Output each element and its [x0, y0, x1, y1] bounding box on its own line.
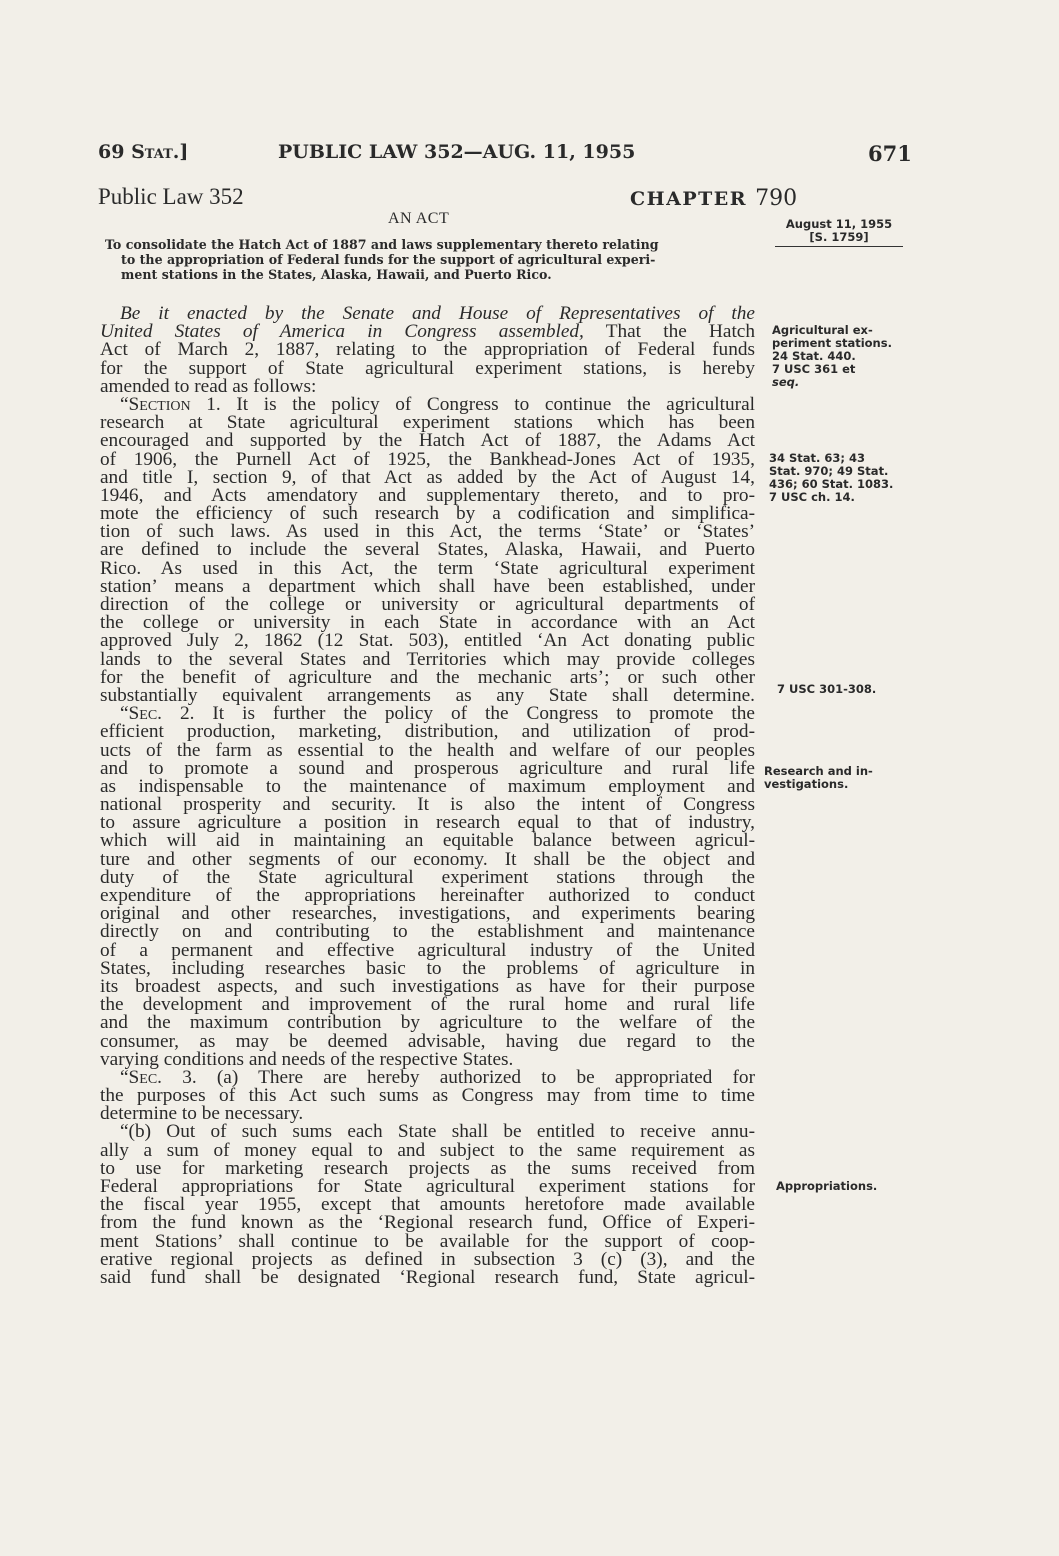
body-line: and the maximum contribution by agriculture to the welfare of the: [100, 1012, 755, 1034]
body-line: station’ means a department which shall have been established, under: [100, 575, 755, 597]
running-head-volume: [98, 141, 188, 163]
section-1-start: “Section 1. It is the policy of Congress to continue the agricultural: [120, 393, 755, 415]
volume-number: 69: [98, 141, 125, 163]
body-line: substantially equivalent arrangements as any State shall determine.: [100, 684, 755, 706]
margin-note-line: [S. 1759]: [809, 230, 869, 244]
section-label: “Section: [120, 393, 191, 415]
chapter-number: 790: [755, 186, 798, 211]
margin-note-appropriations: [776, 1180, 877, 1193]
margin-note-line: periment stations.: [772, 336, 892, 350]
enacting-italic: United States of America in Congress assembled,: [100, 321, 584, 343]
public-law-label: Public Law 352: [98, 184, 244, 209]
body-line: varying conditions and needs of the respective States.: [100, 1048, 514, 1070]
subsection-b-start: “(b) Out of such sums each State shall be entitled to receive annu-: [120, 1121, 755, 1143]
body-line: of 1906, the Purnell Act of 1925, the Bankhead-Jones Act of 1935,: [100, 448, 755, 470]
page-number: 671: [868, 141, 912, 166]
chapter-heading: [630, 186, 797, 211]
body-line: national prosperity and security. It is also the intent of Congress: [100, 794, 755, 816]
body-line: of a permanent and effective agricultural industry of the United: [100, 939, 755, 961]
body-line: encouraged and supported by the Hatch Act of 1887, the Adams Act: [100, 430, 755, 452]
body-line: Act of March 2, 1887, relating to the appropriation of Federal funds: [100, 339, 755, 361]
margin-note-research: [764, 765, 873, 791]
body-line: as indispensable to the maintenance of maximum employment and: [100, 775, 755, 797]
margin-note-line: 7 USC ch. 14.: [769, 490, 855, 504]
margin-note-line: 7 USC 301-308.: [777, 682, 877, 696]
section-3-start: “Sec. 3. (a) There are hereby authorized to be appropriated for: [120, 1066, 755, 1088]
body-line: for the support of State agricultural experiment stations, is hereby: [100, 357, 755, 379]
margin-note-line: 7 USC 361 et: [772, 362, 856, 376]
body-line: ture and other segments of our economy. It shall be the object and: [100, 848, 755, 870]
margin-note-line: 34 Stat. 63; 43: [769, 451, 866, 465]
body-line: 1946, and Acts amendatory and supplementary thereto, and to pro-: [100, 484, 755, 506]
body-line: research at State agricultural experiment stations which has been: [100, 412, 755, 434]
body-line: mote the efficiency of such research by a codification and simplifica-: [100, 503, 755, 525]
purpose-line: To consolidate the Hatch Act of 1887 and laws supplementary thereto relating: [105, 237, 659, 252]
enacting-italic: Be it enacted by the Senate and House of Representatives of the: [120, 303, 755, 324]
body-line: and title I, section 9, of that Act as added by the Act of August 14,: [100, 466, 755, 488]
margin-note-line: 24 Stat. 440.: [772, 349, 856, 363]
body-line: direction of the college or university or agricultural departments of: [100, 594, 755, 615]
body-line: erative regional projects as defined in subsection 3 (c) (3), and the: [100, 1248, 755, 1270]
body-line: ment Stations’ shall continue to be available for the support of coop-: [100, 1230, 755, 1252]
body-line: the college or university in each State in accordance with an Act: [100, 612, 755, 634]
margin-note-line: August 11, 1955: [785, 217, 893, 231]
margin-note-usc: [777, 683, 876, 696]
chapter-label: CHAPTER: [630, 188, 748, 210]
volume-suffix: Stat.]: [131, 141, 189, 163]
margin-note-line: Appropriations.: [776, 1179, 878, 1193]
body-line: to use for marketing research projects as the sums received from: [100, 1157, 755, 1179]
body-line: expenditure of the appropriations hereinafter authorized to conduct: [100, 885, 755, 906]
section-label: “Sec.: [120, 1066, 162, 1088]
body-line: ally a sum of money equal to and subject to the same requirement as: [100, 1139, 755, 1161]
act-body: [100, 305, 755, 1287]
purpose-line: ment stations in the States, Alaska, Hawaii, and Puerto Rico.: [121, 267, 552, 283]
running-head-title: PUBLIC LAW 352—AUG. 11, 1955: [278, 141, 636, 163]
body-line: efficient production, marketing, distribution, and utilization of prod-: [100, 721, 755, 743]
body-line: for the benefit of agriculture and the mechanic arts’; or such other: [100, 666, 755, 688]
margin-note-date: [775, 218, 903, 244]
body-line: its broadest aspects, and such investigations as have for their purpose: [100, 975, 755, 997]
body-line: Federal appropriations for State agricultural experiment stations for: [100, 1176, 755, 1197]
body-line: the development and improvement of the rural home and rural life: [100, 994, 755, 1016]
body-line: which will aid in maintaining an equitable balance between agricul-: [100, 830, 755, 852]
enacting-line: United States of America in Congress assembled, That the Hatch: [100, 321, 755, 343]
body-line: are defined to include the several States, Alaska, Hawaii, and Puerto: [100, 539, 755, 561]
section-2-start: “Sec. 2. It is further the policy of the Congress to promote the: [120, 703, 755, 725]
margin-note-line: Research and in-: [764, 764, 873, 778]
body-line: ucts of the farm as essential to the health and welfare of our peoples: [100, 739, 755, 761]
act-purpose: [105, 237, 755, 283]
body-line: the purposes of this Act such sums as Congress may from time to time: [100, 1085, 755, 1107]
margin-rule: [775, 246, 903, 247]
body-line: directly on and contributing to the establishment and maintenance: [100, 921, 755, 943]
margin-note-line: Stat. 970; 49 Stat.: [769, 464, 889, 478]
body-line: from the fund known as the ‘Regional research fund, Office of Experi-: [100, 1212, 755, 1234]
purpose-line: to the appropriation of Federal funds for the support of agricultural experi-: [121, 252, 656, 268]
body-line: States, including researches basic to the problems of agriculture in: [100, 957, 755, 979]
margin-note-line: vestigations.: [764, 777, 849, 791]
body-line: approved July 2, 1862 (12 Stat. 503), entitled ‘An Act donating public: [100, 630, 755, 652]
body-line: the fiscal year 1955, except that amounts heretofore made available: [100, 1194, 755, 1216]
body-line: lands to the several States and Territories which may provide colleges: [100, 648, 755, 670]
body-line: duty of the State agricultural experiment stations through the: [100, 866, 755, 888]
body-line: amended to read as follows:: [100, 375, 317, 397]
body-line: determine to be necessary.: [100, 1103, 304, 1125]
body-line: said fund shall be designated ‘Regional research fund, State agricul-: [100, 1266, 755, 1288]
body-line: consumer, as may be deemed advisable, having due regard to the: [100, 1030, 755, 1052]
margin-note-line: Agricultural ex-: [772, 323, 873, 337]
body-line: to assure agriculture a position in research equal to that of industry,: [100, 812, 755, 834]
body-line: tion of such laws. As used in this Act, the terms ‘State’ or ‘States’: [100, 521, 755, 543]
body-line: Rico. As used in this Act, the term ‘State agricultural experiment: [100, 557, 755, 579]
margin-note-line: 436; 60 Stat. 1083.: [769, 477, 894, 491]
an-act-heading: AN ACT: [388, 210, 450, 227]
body-line: and to promote a sound and prosperous agriculture and rural life: [100, 757, 755, 779]
margin-note-line: seq.: [772, 375, 800, 389]
margin-note-agricultural: [772, 324, 892, 389]
margin-note-citations: [769, 452, 893, 504]
body-line: original and other researches, investigations, and experiments bearing: [100, 903, 755, 925]
section-label: “Sec.: [120, 703, 162, 725]
